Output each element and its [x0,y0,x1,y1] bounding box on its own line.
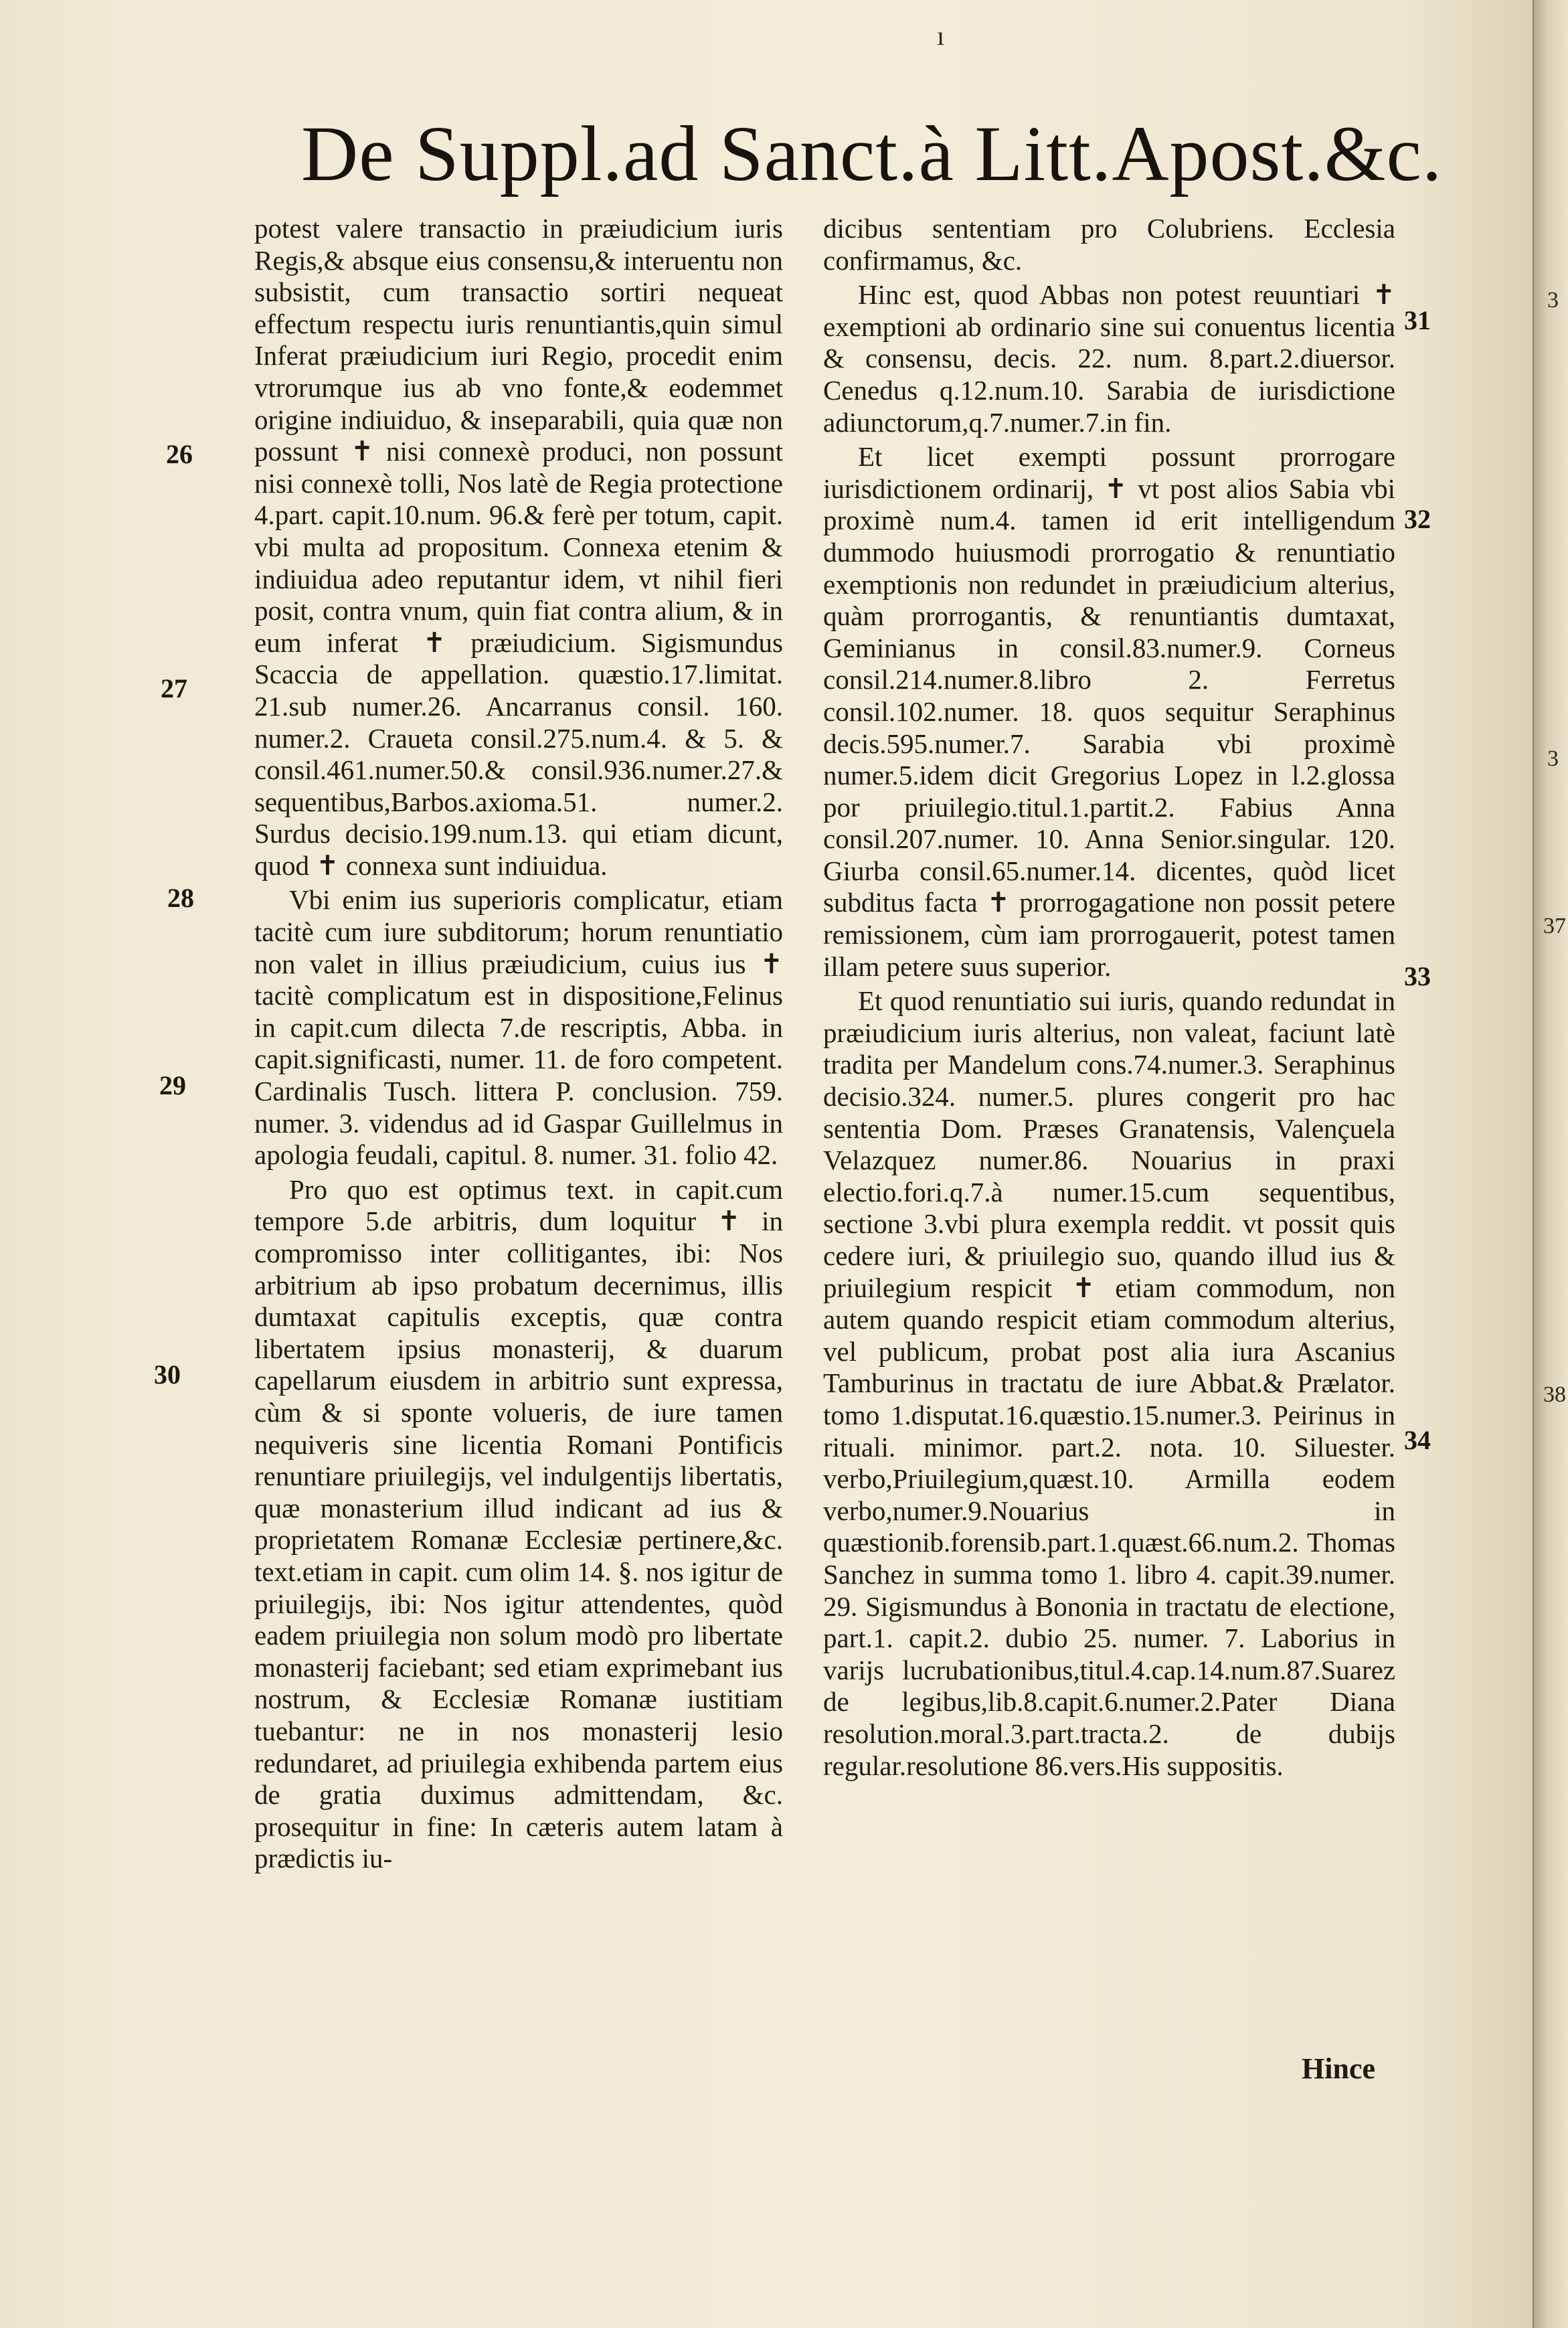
right-paragraph: dicibus sententiam pro Colubriens. Ecclesia confirmamus, &c. [823,213,1395,276]
margin-number: 27 [161,673,187,703]
left-paragraph: potest valere transactio in præiudicium iuris Regis,& absque eius consensu,& interuentu non subsistit, cum transactio sortiri nequeat effectum respectu iuris renuntiantis,quin simul Inferat præiudicium iuri Regio, procedit enim vtrorumque ius ab vno fonte,& eodemmet origine indiuiduo, & inseparabili, quia quæ non possunt ✝ nisi connexè produci, non possunt nisi connexè tolli, Nos latè de Regia protectione 4.part. capit.10.num. 96.& ferè per totum, capit. vbi multa ad propositum. Connexa etenim & indiuidua adeo reputantur idem, vt nihil fieri posit, contra vnum, quin fiat contra alium, & in eum inferat ✝ præiudicium. Sigismundus Scaccia de appellation. quæstio.17.limitat. 21.sub numer.26. Ancarranus consil. 160. numer.2. Craueta consil.275.num.4. & 5. & consil.461.numer.50.& consil.936.numer.27.& sequentibus,Barbos.axioma.51. numer.2. Surdus decisio.199.num.13. qui etiam dicunt, quod ✝ connexa sunt indiuidua. [254,213,783,881]
margin-number: 33 [1404,961,1431,991]
margin-number: 32 [1404,504,1431,534]
left-paragraph: Vbi enim ius superioris complicatur, etiam tacitè cum iure subditorum; horum renuntiatio non valet in illius præiudicium, cuius ius ✝ tacitè complicatum est in dispositione,Felinus in capit.cum dilecta 7.de rescriptis, Abba. in capit.significasti, numer. 11. de foro competent. Cardinalis Tusch. littera P. conclusion. 759. numer. 3. videndus ad id Gaspar Guillelmus in apologia feudali, capitul. 8. numer. 31. folio 42. [254,884,783,1171]
margin-number: 26 [166,439,193,469]
edge-number: 3 [1547,746,1559,771]
right-paragraph: Hinc est, quod Abbas non potest reuuntiari ✝ exemptioni ab ordinario sine sui conuentus licentia & consensu, decis. 22. num. 8.part.2.diuersor. Cenedus q.12.num.10. Sarabia de iurisdictione adiunctorum,q.7.numer.7.in fin. [823,279,1395,438]
left-column [254,213,783,1875]
margin-number: 28 [167,883,194,913]
right-paragraph: Et quod renuntiatio sui iuris, quando redundat in præiudicium iuris alterius, non valeat, faciunt latè tradita per Mandelum cons.74.numer.3. Seraphinus decisio.324. numer.5. plures congerit pro hac sententia Dom. Præses Granatensis, Valençuela Velazquez numer.86. Nouarius in praxi electio.fori.q.7.à numer.15.cum sequentibus, sectione 3.vbi plura exempla reddit. vt possit quis cedere iuri, & priuilegio suo, quando illud ius & priuilegium respicit ✝ etiam commodum, non autem quando respicit etiam commodum alterius, vel publicum, probat post alia iura Ascanius Tamburinus in tractatu de iure Abbat.& Prælator. tomo 1.disputat.16.quæstio.15.numer.3. Peirinus in rituali. minimor. part.2. nota. 10. Siluester. verbo,Priuilegium,quæst.10. Armilla eodem verbo,numer.9.Nouarius in quæstionib.forensib.part.1.quæst.66.num.2. Thomas Sanchez in summa tomo 1. libro 4. capit.39.numer. 29. Sigismundus à Bononia in tractatu de electione, part.1. capit.2. dubio 25. numer. 7. Laborius in varijs lucrubationibus,titul.4.cap.14.num.87.Suarez de legibus,lib.8.capit.6.numer.2.Pater Diana resolution.moral.3.part.tracta.2. de dubijs regular.resolutione 86.vers.His suppositis. [823,985,1395,1781]
right-paragraph: Et licet exempti possunt prorrogare iurisdictionem ordinarij, ✝ vt post alios Sabia vbi proximè num.4. tamen id erit intelligendum dummodo huiusmodi prorrogatio & renuntiatio exemptionis non redundet in præiudicium alterius, quàm prorrogantis, & renuntiantis dumtaxat, Geminianus in consil.83.numer.9. Corneus consil.214.numer.8.libro 2. Ferretus consil.102.numer. 18. quos sequitur Seraphinus decis.595.numer.7. Sarabia vbi proximè numer.5.idem dicit Gregorius Lopez in l.2.glossa por priuilegio.titul.1.partit.2. Fabius Anna consil.207.numer. 10. Anna Senior.singular. 120. Giurba consil.65.numer.14. dicentes, quòd licet subditus facta ✝ prorrogagatione non possit petere remissionem, cùm iam prorrogauerit, potest tamen illam petere suus superior. [823,441,1395,982]
margin-number: 29 [159,1070,186,1100]
edge-number: 38 [1543,1382,1566,1407]
margin-number: 31 [1404,305,1431,335]
edge-number: 3 [1547,288,1559,313]
margin-number: 34 [1404,1425,1431,1455]
catchword: Hince [1302,2052,1375,2085]
margin-number: 30 [154,1359,181,1390]
edge-number: 37 [1543,914,1566,938]
running-header: De Suppl.ad Sanct.à Litt.Apost.&c. [301,110,1443,197]
left-paragraph: Pro quo est optimus text. in capit.cum tempore 5.de arbitris, dum loquitur ✝ in compromisso inter collitigantes, ibi: Nos arbitrium ab ipso probatum decernimus, illis dumtaxat capitulis exceptis, quæ contra libertatem ipsius monasterij, & duarum capellarum eiusdem in arbitrio sunt expressa, cùm & si sponte volueris, de iure tamen nequiveris sine licentia Romani Pontificis renuntiare priuilegijs, vel indulgentijs libertatis, quæ monasterium illud indicant ad ius & proprietatem Romanæ Ecclesiæ pertinere,&c. text.etiam in capit. cum olim 14. §. nos igitur de priuilegijs, ibi: Nos igitur attendentes, quòd eadem priuilegia non solum modò pro libertate monasterij faciebant; sed etiam exprimebant ius nostrum, & Ecclesiæ Romanæ iustitiam tuebantur: ne in nos monasterij lesio redundaret, ad priuilegia exhibenda partem eius de gratia duximus admittendam, &c. prosequitur in fine: In cæteris autem latam à prædictis iu- [254,1173,783,1874]
top-mark: ı [937,21,945,51]
right-column [823,213,1395,1782]
facing-page-edge [1533,0,1568,2328]
